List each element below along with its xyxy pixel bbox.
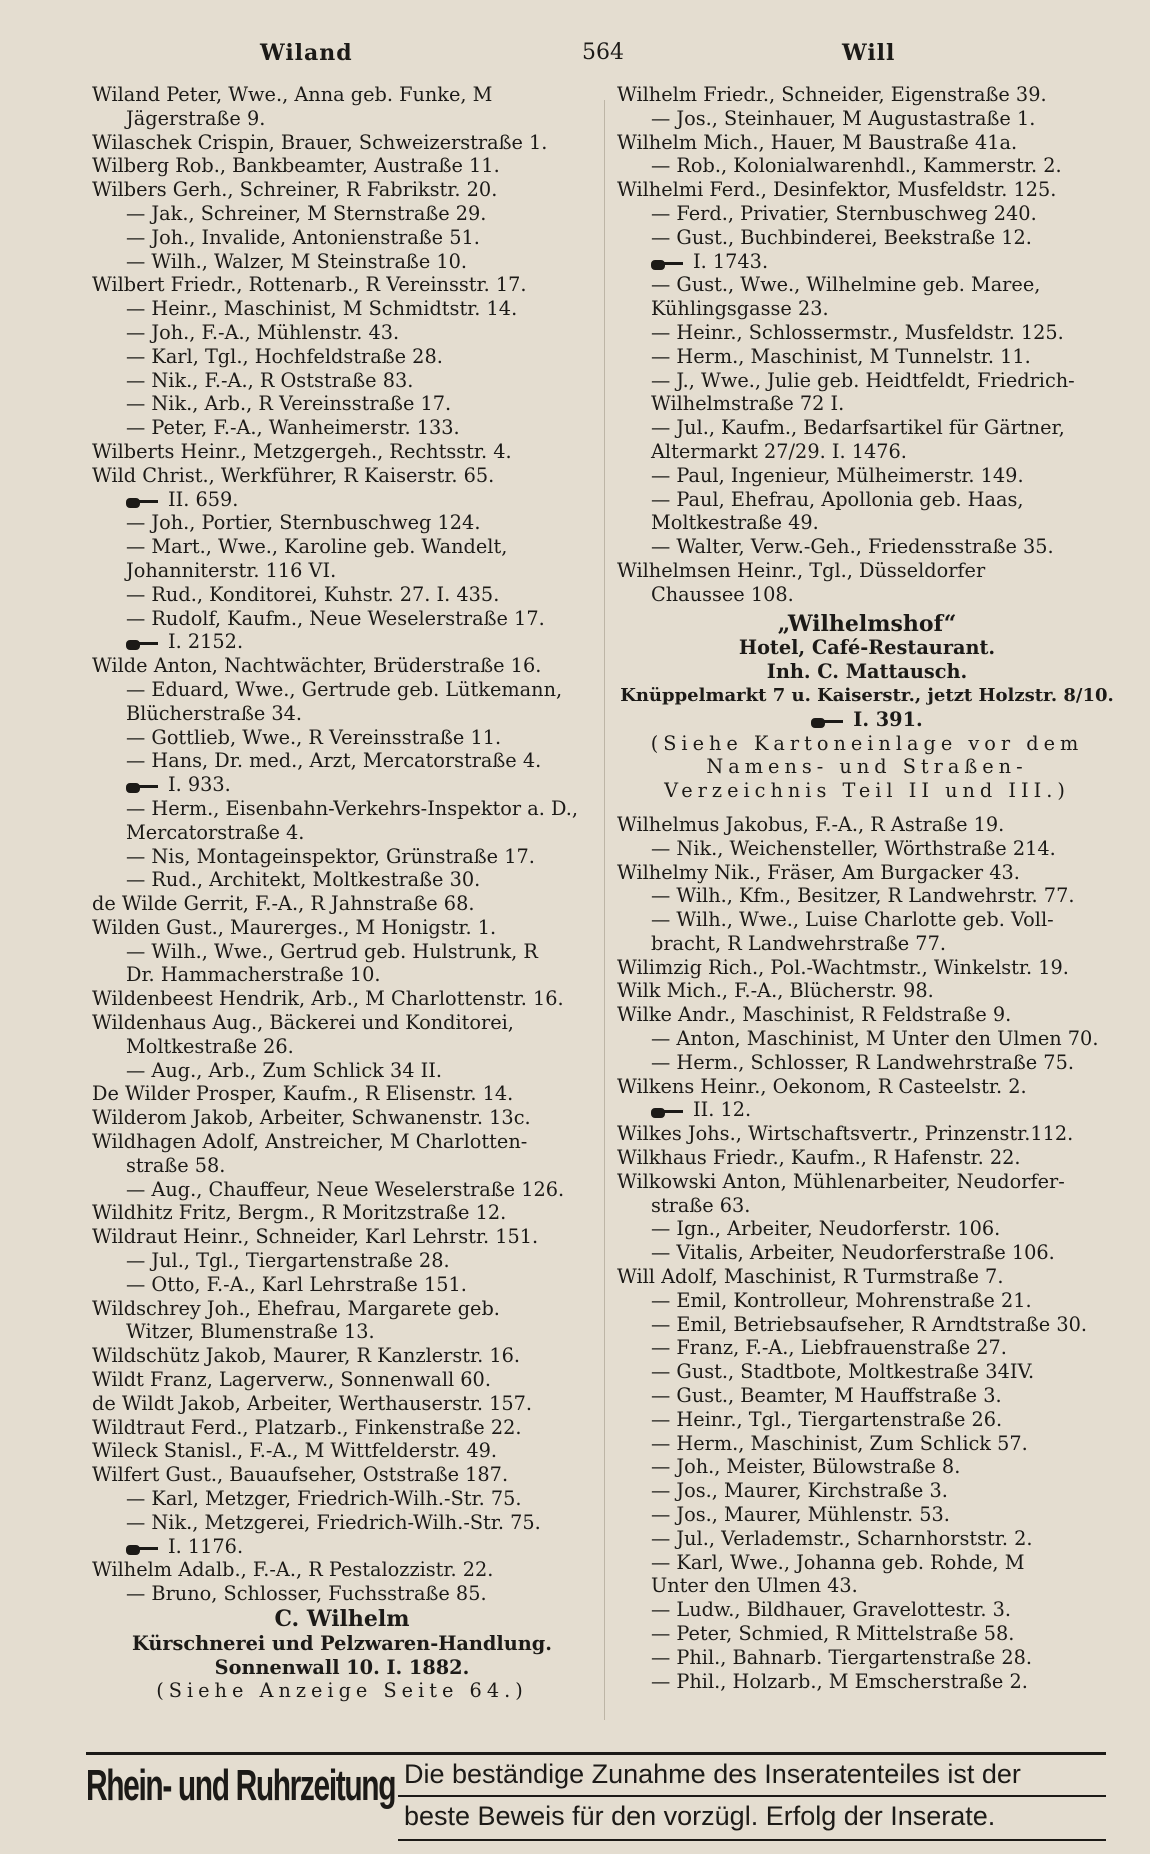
- directory-entry-line: [92, 797, 592, 821]
- entry-text: I. 933.: [168, 773, 231, 797]
- entry-text: — Herm., Maschinist, Zum Schlick 57.: [651, 1431, 1028, 1455]
- entry-text: Wilberg Rob., Bankbeamter, Austraße 11.: [92, 154, 500, 178]
- directory-entry-line: [617, 464, 1117, 488]
- entry-text: Wild Christ., Werkführer, R Kaiserstr. 65.: [92, 463, 495, 487]
- entry-text: II. 659.: [168, 487, 239, 511]
- directory-entry-line: [92, 392, 592, 416]
- entry-text: Wileck Stanisl., F.-A., M Wittfelderstr. 49.: [92, 1439, 498, 1463]
- directory-entry-line: [617, 1122, 1117, 1146]
- directory-entry-line: [92, 1320, 592, 1344]
- directory-entry-line: [617, 1432, 1117, 1456]
- entry-text: De Wilder Prosper, Kaufm., R Elisenstr. 14.: [92, 1082, 514, 1106]
- directory-entry-line: [92, 1344, 592, 1368]
- entry-text: — Nis, Montageinspektor, Grünstraße 17.: [126, 844, 535, 868]
- entry-text: Wildtraut Ferd., Platzarb., Finkenstraße 22.: [92, 1415, 522, 1439]
- directory-entry-line: [92, 1154, 592, 1178]
- entry-text: Wilkowski Anton, Mühlenarbeiter, Neudorfer-: [617, 1169, 1065, 1193]
- entry-text: — Karl, Wwe., Johanna geb. Rohde, M: [651, 1550, 1025, 1574]
- left-column: [92, 83, 592, 1703]
- directory-entry-line: [92, 559, 592, 583]
- entry-text: — Jul., Kaufm., Bedarfsartikel für Gärtner,: [651, 416, 1065, 440]
- directory-entry-line: [92, 1558, 592, 1582]
- entry-text: — Nik., Weichensteller, Wörthstraße 214.: [651, 836, 1056, 860]
- entry-text: — Joh., Portier, Sternbuschweg 124.: [126, 511, 481, 535]
- entry-text: Blücherstraße 34.: [126, 701, 303, 725]
- directory-entry-line: [617, 1360, 1117, 1384]
- directory-entry-line: [92, 821, 592, 845]
- directory-entry-line: [617, 813, 1117, 837]
- directory-entry-line: [617, 1622, 1117, 1646]
- right-entries-top: [617, 83, 1117, 607]
- entry-text: — Peter, F.-A., Wanheimerstr. 133.: [126, 416, 460, 440]
- entry-text: — Wilh., Walzer, M Steinstraße 10.: [126, 249, 468, 273]
- entry-text: — Heinr., Schlossermstr., Musfeldstr. 125.: [651, 320, 1064, 344]
- directory-entry-line: [92, 987, 592, 1011]
- entry-text: Wildschütz Jakob, Maurer, R Kanzlerstr. 16.: [92, 1344, 521, 1368]
- directory-entry-line: [92, 178, 592, 202]
- directory-entry-line: [92, 83, 592, 107]
- directory-entry-line: [92, 726, 592, 750]
- column-divider: [604, 100, 605, 1720]
- directory-entry-line: [92, 630, 592, 654]
- directory-entry-line: [92, 1511, 592, 1535]
- entry-text: — Gust., Beamter, M Hauffstraße 3.: [651, 1384, 1002, 1408]
- page-header: [0, 40, 1150, 80]
- directory-entry-line: [92, 107, 592, 131]
- entry-text: Will Adolf, Maschinist, R Turmstraße 7.: [617, 1265, 1004, 1289]
- entry-text: — J., Wwe., Julie geb. Heidtfeldt, Friedrich-: [651, 368, 1075, 392]
- entry-text: Wildenbeest Hendrik, Arb., M Charlottenstr. 16.: [92, 987, 564, 1011]
- entry-text: Wilhelmus Jakobus, F.-A., R Astraße 19.: [617, 812, 1005, 836]
- directory-entry-line: [617, 1003, 1117, 1027]
- directory-entry-line: [617, 1146, 1117, 1170]
- directory-entry-line: [92, 702, 592, 726]
- ad-divider-bottom: [398, 1839, 1106, 1841]
- entry-text: I. 2152.: [168, 630, 244, 654]
- entry-text: straße 58.: [126, 1153, 226, 1177]
- directory-entry-line: [617, 107, 1117, 131]
- directory-entry-line: [92, 1225, 592, 1249]
- directory-entry-line: [92, 345, 592, 369]
- directory-entry-line: [617, 956, 1117, 980]
- directory-entry-line: [92, 1249, 592, 1273]
- entry-text: — Franz, F.-A., Liebfrauenstraße 27.: [651, 1336, 1007, 1360]
- directory-entry-line: [92, 273, 592, 297]
- footer-advertisement: [86, 1752, 1106, 1847]
- directory-entry-line: [92, 868, 592, 892]
- entry-text: Wilhelmi Ferd., Desinfektor, Musfeldstr. 125.: [617, 178, 1057, 202]
- directory-entry-line: [617, 1408, 1117, 1432]
- entry-text: — Jul., Verlademstr., Scharnhorststr. 2.: [651, 1526, 1033, 1550]
- entry-text: Wilhelmstraße 72 I.: [651, 392, 845, 416]
- entry-text: Wildenhaus Aug., Bäckerei und Konditorei,: [92, 1011, 514, 1035]
- directory-entry-line: [92, 131, 592, 155]
- directory-entry-line: [617, 861, 1117, 885]
- directory-entry-line: [617, 297, 1117, 321]
- directory-entry-line: [92, 963, 592, 987]
- telephone-icon: [126, 496, 158, 506]
- entry-text: — Herm., Maschinist, M Tunnelstr. 11.: [651, 344, 1031, 368]
- directory-entry-line: [617, 884, 1117, 908]
- directory-entry-line: [92, 464, 592, 488]
- directory-entry-line: [92, 1106, 592, 1130]
- entry-text: straße 63.: [651, 1193, 751, 1217]
- entry-text: — Eduard, Wwe., Gertrude geb. Lütkemann,: [126, 677, 563, 701]
- ad-wilhelmshof-ref1: (Siehe Kartoneinlage vor dem: [650, 731, 1084, 755]
- entry-text: — Karl, Metzger, Friedrich-Wilh.-Str. 75.: [126, 1487, 522, 1511]
- ad-wilhelmshof-name: „Wilhelmshof“: [777, 610, 957, 637]
- directory-entry-line: [617, 1574, 1117, 1598]
- entry-text: Wilderom Jakob, Arbeiter, Schwanenstr. 13c.: [92, 1106, 531, 1130]
- left-entries: [92, 83, 592, 1606]
- entry-text: — Herm., Schlosser, R Landwehrstraße 75.: [651, 1050, 1074, 1074]
- directory-entry-line: [92, 250, 592, 274]
- entry-text: — Mart., Wwe., Karoline geb. Wandelt,: [126, 535, 508, 559]
- entry-text: Wilimzig Rich., Pol.-Wachtmstr., Winkelstr. 19.: [617, 955, 1069, 979]
- directory-entry-line: [617, 154, 1117, 178]
- entry-text: Wilbert Friedr., Rottenarb., R Vereinsstr. 17.: [92, 273, 527, 297]
- ad-divider: [398, 1795, 1106, 1797]
- directory-entry-line: [92, 535, 592, 559]
- header-right-keyword: Will: [842, 40, 896, 66]
- entry-text: — Emil, Betriebsaufseher, R Arndtstraße 30.: [651, 1312, 1087, 1336]
- entry-text: Wilberts Heinr., Metzgergeh., Rechtsstr. 4.: [92, 439, 512, 463]
- directory-entry-line: [617, 837, 1117, 861]
- directory-entry-line: [617, 1646, 1117, 1670]
- entry-text: Witzer, Blumenstraße 13.: [126, 1320, 375, 1344]
- directory-entry-line: [617, 345, 1117, 369]
- directory-entry-line: [617, 392, 1117, 416]
- directory-entry-line: [92, 1273, 592, 1297]
- entry-text: Mercatorstraße 4.: [126, 820, 305, 844]
- directory-entry-line: [92, 1535, 592, 1559]
- directory-entry-line: [92, 1392, 592, 1416]
- directory-entry-line: [617, 1455, 1117, 1479]
- directory-entry-line: [92, 1082, 592, 1106]
- entry-text: Wildschrey Joh., Ehefrau, Margarete geb.: [92, 1296, 500, 1320]
- entry-text: — Gottlieb, Wwe., R Vereinsstraße 11.: [126, 725, 502, 749]
- entry-text: Wilhelm Mich., Hauer, M Baustraße 41a.: [617, 130, 1018, 154]
- telephone-icon: [126, 1543, 158, 1553]
- entry-text: — Ludw., Bildhauer, Gravelottestr. 3.: [651, 1598, 1012, 1622]
- entry-text: bracht, R Landwehrstraße 77.: [651, 931, 946, 955]
- entry-text: Wildraut Heinr., Schneider, Karl Lehrstr. 151.: [92, 1225, 539, 1249]
- directory-entry-line: [92, 154, 592, 178]
- entry-text: II. 12.: [693, 1098, 752, 1122]
- entry-text: Wilbers Gerh., Schreiner, R Fabrikstr. 20.: [92, 178, 498, 202]
- entry-text: Wilkhaus Friedr., Kaufm., R Hafenstr. 22.: [617, 1146, 1021, 1170]
- telephone-icon: [126, 781, 158, 791]
- directory-entry-line: [617, 1265, 1117, 1289]
- directory-entry-line: [617, 440, 1117, 464]
- directory-entry-line: [617, 511, 1117, 535]
- directory-entry-line: [617, 1194, 1117, 1218]
- directory-entry-line: [92, 1487, 592, 1511]
- directory-entry-line: [617, 321, 1117, 345]
- entry-text: Dr. Hammacherstraße 10.: [126, 963, 381, 987]
- entry-text: — Emil, Kontrolleur, Mohrenstraße 21.: [651, 1288, 1032, 1312]
- directory-entry-line: [92, 202, 592, 226]
- directory-entry-line: [92, 607, 592, 631]
- directory-entry-line: [617, 178, 1117, 202]
- ad-wilhelmshof-ref3: Verzeichnis Teil II und III.): [664, 779, 1070, 803]
- telephone-icon: [126, 638, 158, 648]
- ad-wilhelm-business: Kürschnerei und Pelzwaren-Handlung.: [132, 1631, 552, 1655]
- entry-text: — Otto, F.-A., Karl Lehrstraße 151.: [126, 1272, 467, 1296]
- directory-entry-line: [92, 749, 592, 773]
- directory-entry-line: [617, 559, 1117, 583]
- entry-text: — Ferd., Privatier, Sternbuschweg 240.: [651, 201, 1037, 225]
- directory-entry-line: [617, 273, 1117, 297]
- entry-text: — Nik., F.-A., R Oststraße 83.: [126, 368, 414, 392]
- entry-text: Unter den Ulmen 43.: [651, 1574, 858, 1598]
- entry-text: — Rudolf, Kaufm., Neue Weselerstraße 17.: [126, 606, 545, 630]
- directory-entry-line: [617, 1670, 1117, 1694]
- directory-entry-line: [92, 369, 592, 393]
- entry-text: — Ign., Arbeiter, Neudorferstr. 106.: [651, 1217, 1001, 1241]
- ad-wilhelmshof-phone: I. 391.: [617, 708, 1117, 732]
- directory-entry-line: [617, 1075, 1117, 1099]
- entry-text: — Jul., Tgl., Tiergartenstraße 28.: [126, 1249, 450, 1273]
- entry-text: — Jak., Schreiner, M Sternstraße 29.: [126, 201, 487, 225]
- directory-entry-line: [617, 908, 1117, 932]
- directory-entry-line: [92, 583, 592, 607]
- entry-text: — Rud., Architekt, Moltkestraße 30.: [126, 868, 481, 892]
- entry-text: Wildhagen Adolf, Anstreicher, M Charlotten-: [92, 1130, 528, 1154]
- entry-text: — Heinr., Maschinist, M Schmidtstr. 14.: [126, 297, 518, 321]
- entry-text: — Bruno, Schlosser, Fuchsstraße 85.: [126, 1582, 487, 1606]
- entry-text: — Herm., Eisenbahn-Verkehrs-Inspektor a. D.,: [126, 796, 579, 820]
- entry-text: — Jos., Maurer, Mühlenstr. 53.: [651, 1503, 950, 1527]
- ad-wilhelmshof-owner: Inh. C. Mattausch.: [766, 660, 968, 684]
- directory-entry-line: [92, 1178, 592, 1202]
- entry-text: — Joh., F.-A., Mühlenstr. 43.: [126, 320, 400, 344]
- ad-wilhelmshof-type: Hotel, Café-Restaurant.: [738, 636, 996, 660]
- directory-entry-line: [617, 583, 1117, 607]
- directory-entry-line: [92, 1035, 592, 1059]
- entry-text: — Gust., Stadtbote, Moltkestraße 34IV.: [651, 1360, 1035, 1384]
- entry-text: Chaussee 108.: [651, 582, 794, 606]
- entry-text: — Peter, Schmied, R Mittelstraße 58.: [651, 1622, 1015, 1645]
- entry-text: Wilkens Heinr., Oekonom, R Casteelstr. 2.: [617, 1074, 1027, 1098]
- telephone-icon: [651, 258, 683, 268]
- directory-entry-line: [617, 1527, 1117, 1551]
- entry-text: I. 1743.: [693, 249, 769, 273]
- directory-entry-line: [92, 1011, 592, 1035]
- header-left-keyword: Wiland: [260, 40, 353, 66]
- entry-text: Altermarkt 27/29. I. 1476.: [651, 439, 907, 463]
- directory-entry-line: [617, 131, 1117, 155]
- ad-text-line-1: Die beständige Zunahme des Inseratenteiles ist der: [404, 1759, 1021, 1789]
- newspaper-logo: Rhein- und Ruhrzeitung: [86, 1761, 396, 1810]
- directory-entry-line: [92, 1582, 592, 1606]
- entry-text: Wilfert Gust., Bauaufseher, Oststraße 187.: [92, 1463, 509, 1487]
- directory-entry-line: [92, 1439, 592, 1463]
- ad-wilhelm-name: C. Wilhelm: [274, 1606, 410, 1632]
- directory-entry-line: [92, 773, 592, 797]
- entry-text: Wildt Franz, Lagerverw., Sonnenwall 60.: [92, 1368, 491, 1392]
- entry-text: Jägerstraße 9.: [126, 106, 266, 130]
- entry-text: — Paul, Ehefrau, Apollonia geb. Haas,: [651, 487, 1024, 511]
- telephone-icon: [811, 716, 843, 726]
- directory-entry-line: [617, 1170, 1117, 1194]
- entry-text: — Gust., Buchbinderei, Beekstraße 12.: [651, 225, 1032, 249]
- directory-entry-line: [617, 83, 1117, 107]
- directory-entry-line: [92, 1201, 592, 1225]
- directory-entry-line: [92, 511, 592, 535]
- directory-entry-line: [617, 488, 1117, 512]
- directory-entry-line: [92, 297, 592, 321]
- directory-entry-line: [617, 979, 1117, 1003]
- ad-wilhelm-reference: (Siehe Anzeige Seite 64.): [156, 1679, 528, 1703]
- entry-text: — Wilh., Kfm., Besitzer, R Landwehrstr. 77.: [651, 884, 1075, 908]
- telephone-icon: [651, 1106, 683, 1116]
- directory-entry-line: [617, 1098, 1117, 1122]
- entry-text: — Joh., Invalide, Antonienstraße 51.: [126, 225, 480, 249]
- ad-wilhelmshof-ref2: Namens- und Straßen-: [706, 755, 1028, 779]
- entry-text: — Karl, Tgl., Hochfeldstraße 28.: [126, 344, 443, 368]
- directory-entry-line: [617, 1503, 1117, 1527]
- directory-entry-line: [92, 892, 592, 916]
- directory-entry-line: [617, 202, 1117, 226]
- entry-text: — Wilh., Wwe., Gertrud geb. Hulstrunk, R: [126, 939, 538, 963]
- page-number: 564: [582, 40, 624, 65]
- directory-entry-line: [617, 1051, 1117, 1075]
- entry-text: — Nik., Arb., R Vereinsstraße 17.: [126, 392, 452, 416]
- directory-entry-line: [617, 250, 1117, 274]
- directory-entry-line: [617, 932, 1117, 956]
- entry-text: — Jos., Steinhauer, M Augustastraße 1.: [651, 106, 1036, 130]
- entry-text: Wilde Anton, Nachtwächter, Brüderstraße 16.: [92, 654, 542, 678]
- directory-entry-line: [92, 488, 592, 512]
- entry-text: I. 1176.: [168, 1534, 244, 1558]
- directory-entry-line: [617, 535, 1117, 559]
- directory-entry-line: [92, 678, 592, 702]
- directory-entry-line: [92, 940, 592, 964]
- entry-text: Wilaschek Crispin, Brauer, Schweizerstraße 1.: [92, 130, 548, 154]
- entry-text: — Phil., Holzarb., M Emscherstraße 2.: [651, 1669, 1028, 1693]
- entry-text: — Hans, Dr. med., Arzt, Mercatorstraße 4.: [126, 749, 542, 773]
- directory-entry-line: [617, 1241, 1117, 1265]
- directory-entry-line: [92, 416, 592, 440]
- entry-text: Wilhelm Adalb., F.-A., R Pestalozzistr. 22.: [92, 1558, 494, 1582]
- directory-entry-line: [617, 416, 1117, 440]
- directory-entry-line: [92, 1059, 592, 1083]
- entry-text: Wilden Gust., Maurerges., M Honigstr. 1.: [92, 915, 497, 939]
- entry-text: Wilhelm Friedr., Schneider, Eigenstraße 39.: [617, 83, 1047, 106]
- directory-entry-line: [92, 916, 592, 940]
- entry-text: Johanniterstr. 116 VI.: [126, 558, 337, 582]
- entry-text: Wiland Peter, Wwe., Anna geb. Funke, M: [92, 83, 493, 106]
- entry-text: Wildhitz Fritz, Bergm., R Moritzstraße 12.: [92, 1201, 507, 1225]
- entry-text: — Nik., Metzgerei, Friedrich-Wilh.-Str. 75.: [126, 1510, 541, 1534]
- ad-wilhelm-address: Sonnenwall 10. I. 1882.: [214, 1655, 470, 1679]
- entry-text: — Paul, Ingenieur, Mülheimerstr. 149.: [651, 463, 1024, 487]
- entry-text: — Aug., Chauffeur, Neue Weselerstraße 126.: [126, 1177, 565, 1201]
- directory-entry-line: [617, 1598, 1117, 1622]
- directory-entry-line: [617, 226, 1117, 250]
- directory-entry-line: [92, 440, 592, 464]
- entry-text: Moltkestraße 26.: [126, 1034, 294, 1058]
- entry-text: — Wilh., Wwe., Luise Charlotte geb. Voll-: [651, 908, 1054, 932]
- directory-entry-line: [617, 1289, 1117, 1313]
- entry-text: Wilke Andr., Maschinist, R Feldstraße 9.: [617, 1003, 1012, 1027]
- directory-entry-line: [617, 1313, 1117, 1337]
- directory-entry-line: [617, 369, 1117, 393]
- ad-text-line-2: beste Beweis für den vorzügl. Erfolg der Inserate.: [404, 1801, 996, 1831]
- entry-text: — Aug., Arb., Zum Schlick 34 II.: [126, 1058, 442, 1082]
- directory-entry-line: [92, 654, 592, 678]
- directory-entry-line: [617, 1027, 1117, 1051]
- directory-entry-line: [92, 1368, 592, 1392]
- right-entries-bottom: [617, 813, 1117, 1693]
- directory-entry-line: [92, 1463, 592, 1487]
- directory-entry-line: [617, 1479, 1117, 1503]
- entry-text: — Heinr., Tgl., Tiergartenstraße 26.: [651, 1407, 1003, 1431]
- entry-text: Moltkestraße 49.: [651, 511, 819, 535]
- directory-entry-line: [617, 1336, 1117, 1360]
- entry-text: — Rud., Konditorei, Kuhstr. 27. I. 435.: [126, 582, 500, 606]
- directory-entry-line: [92, 1416, 592, 1440]
- directory-entry-line: [617, 1384, 1117, 1408]
- entry-text: — Vitalis, Arbeiter, Neudorferstraße 106.: [651, 1241, 1055, 1265]
- directory-entry-line: [92, 1130, 592, 1154]
- entry-text: — Walter, Verw.-Geh., Friedensstraße 35.: [651, 535, 1054, 559]
- entry-text: Wilhelmsen Heinr., Tgl., Düsseldorfer: [617, 558, 986, 582]
- entry-text: — Phil., Bahnarb. Tiergartenstraße 28.: [651, 1645, 1033, 1669]
- ad-wilhelmshof-address: Knüppelmarkt 7 u. Kaiserstr., jetzt Holzstr. 8/10.: [620, 684, 1114, 706]
- directory-entry-line: [92, 1297, 592, 1321]
- entry-text: de Wildt Jakob, Arbeiter, Werthauserstr. 157.: [92, 1391, 533, 1415]
- entry-text: — Anton, Maschinist, M Unter den Ulmen 70.: [651, 1027, 1099, 1051]
- directory-entry-line: [617, 1217, 1117, 1241]
- entry-text: — Rob., Kolonialwarenhdl., Kammerstr. 2.: [651, 154, 1062, 178]
- entry-text: — Joh., Meister, Bülowstraße 8.: [651, 1455, 961, 1479]
- directory-entry-line: [92, 321, 592, 345]
- entry-text: Wilk Mich., F.-A., Blücherstr. 98.: [617, 979, 934, 1003]
- entry-text: — Jos., Maurer, Kirchstraße 3.: [651, 1479, 948, 1503]
- entry-text: Wilhelmy Nik., Fräser, Am Burgacker 43.: [617, 860, 1020, 884]
- entry-text: Wilkes Johs., Wirtschaftsvertr., Prinzenstr.112.: [617, 1122, 1074, 1146]
- entry-text: de Wilde Gerrit, F.-A., R Jahnstraße 68.: [92, 892, 475, 916]
- right-column: [617, 83, 1117, 1693]
- directory-entry-line: [92, 226, 592, 250]
- entry-text: Kühlingsgasse 23.: [651, 297, 829, 321]
- directory-entry-line: [617, 1551, 1117, 1575]
- directory-entry-line: [92, 845, 592, 869]
- entry-text: — Gust., Wwe., Wilhelmine geb. Maree,: [651, 273, 1041, 297]
